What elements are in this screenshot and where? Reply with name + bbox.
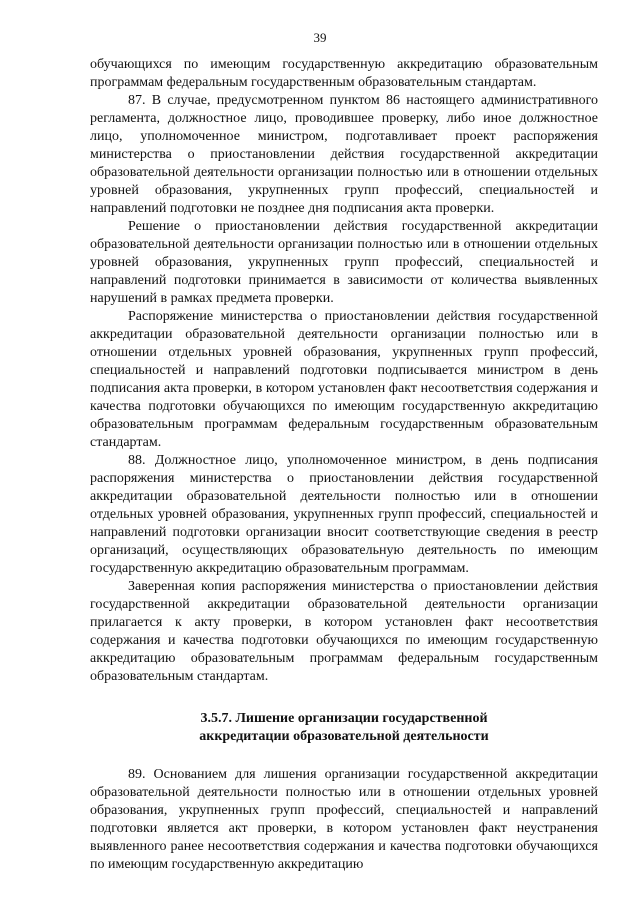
section-heading-line-1: 3.5.7. Лишение организации государственной [200, 711, 488, 726]
paragraph-87: 87. В случае, предусмотренном пунктом 86 настоящего административного регламента, должностное лицо, проводившее проверку, либо иное должностное лицо, уполномоченное министром, подготавливает проект распоряжения министерства о приостановлении действия государственной аккредитации образовательной деятельности организации полностью или в отношении отдельных уровней образования, укрупненных групп профессий, специальностей и направлений подготовки не позднее дня подписания акта проверки. [90, 93, 598, 216]
paragraph-89: 89. Основанием для лишения организации государственной аккредитации образовательной деятельности полностью или в отношении отдельных уровней образования, укрупненных групп профессий, специальностей и направлений подготовки является акт проверки, в котором установлен факт неустранения выявленного ранее несоответствия содержания и качества подготовки обучающихся по имеющим государственную аккредитацию [90, 767, 598, 872]
document-body [90, 56, 598, 874]
section-heading-line-2: аккредитации образовательной деятельности [199, 729, 489, 744]
paragraph-suspension-order: Распоряжение министерства о приостановлении действия государственной аккредитации образовательной деятельности организации полностью или в отношении отдельных уровней образования, укрупненных групп профессий, специальностей и направлений подготовки подписывается министром в день подписания акта проверки, в котором установлен факт несоответствия содержания и качества подготовки обучающихся по имеющим государственную аккредитацию образовательным программам федеральным государственным образовательным стандартам. [90, 309, 598, 450]
page-number: 39 [313, 30, 327, 45]
paragraph-suspension-decision: Решение о приостановлении действия государственной аккредитации образовательной деятельности организации полностью или в отношении отдельных уровней образования, укрупненных групп профессий, специальностей и направлений подготовки принимается в зависимости от количества выявленных нарушений в рамках предмета проверки. [90, 219, 598, 306]
paragraph-certified-copy: Заверенная копия распоряжения министерства о приостановлении действия государственной аккредитации образовательной деятельности организации прилагается к акту проверки, в котором установлен факт несоответствия содержания и качества подготовки обучающихся по имеющим государственную аккредитацию образовательным программам федеральным государственным образовательным стандартам. [90, 579, 598, 684]
paragraph-continuation: обучающихся по имеющим государственную аккредитацию образовательным программам федеральным государственным образовательным стандартам. [90, 57, 598, 90]
paragraph-88: 88. Должностное лицо, уполномоченное министром, в день подписания распоряжения министерства о приостановлении действия государственной аккредитации образовательной деятельности полностью или в отношении отдельных уровней образования, укрупненных групп профессий, специальностей и направлений подготовки организации вносит соответствующие сведения в реестр организаций, осуществляющих образовательную деятельность по имеющим государственную аккредитацию образовательным программам. [90, 453, 598, 576]
section-heading [90, 710, 598, 746]
